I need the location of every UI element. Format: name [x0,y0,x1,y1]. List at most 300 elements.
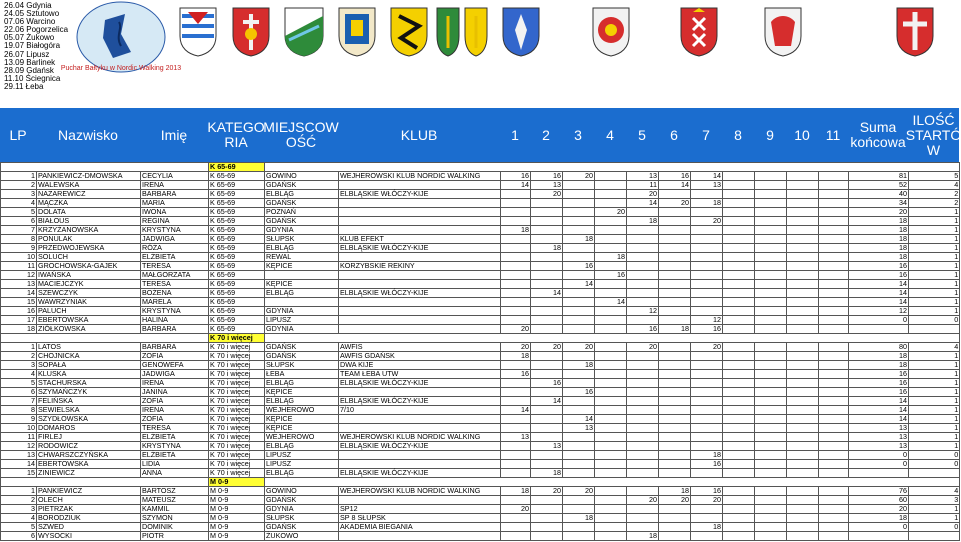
cell-ilosc: 1 [909,352,960,361]
cell-c8 [723,190,755,199]
cell-c1 [501,496,531,505]
cell-c7 [691,415,723,424]
cell-c8 [723,397,755,406]
cell-c6 [659,505,691,514]
cell-kategoria: M 0-9 [209,532,265,541]
cell-c2 [531,298,563,307]
cell-suma [849,532,909,541]
header-ilosc: ILOŚĆ STARTÓ W [905,111,961,158]
cell-c11 [819,271,849,280]
cell-imie: ELŻBIETA [141,433,209,442]
cell-lp: 1 [1,343,37,352]
cell-imie: KRYSTYNA [141,226,209,235]
cell-c7: 20 [691,496,723,505]
cell-suma: 18 [849,217,909,226]
cell-c4 [595,181,627,190]
cell-imie: KRYSTYNA [141,442,209,451]
table-row [1,424,960,433]
cell-lp: 8 [1,235,37,244]
cell-kategoria: M 0-9 [209,523,265,532]
cell-miejscowosc: ŻUKOWO [265,532,339,541]
cell-c2 [531,208,563,217]
cell-c11 [819,217,849,226]
cell-c8 [723,226,755,235]
cell-c7: 14 [691,172,723,181]
cell-c11 [819,451,849,460]
cell-klub: ELBLĄSKIE WŁÓCZY-KIJE [339,442,501,451]
cell-c7 [691,244,723,253]
cell-nazwisko: FIRLEJ [37,433,141,442]
cell-miejscowosc: ELBLĄG [265,190,339,199]
cell-nazwisko: OLECH [37,496,141,505]
cell-nazwisko: EBERTOWSKA [37,460,141,469]
cell-c3: 20 [563,172,595,181]
cell-lp: 8 [1,406,37,415]
event-schedule [4,2,68,91]
cell-c1: 20 [501,505,531,514]
cell-kategoria: K 65-69 [209,226,265,235]
cell-c6 [659,406,691,415]
cell-ilosc: 1 [909,370,960,379]
cell-c8 [723,244,755,253]
cell-c11 [819,415,849,424]
cell-c8 [723,316,755,325]
cell-lp: 1 [1,487,37,496]
cell-c4 [595,343,627,352]
cell-imie: BARTOSZ [141,487,209,496]
cell-ilosc: 1 [909,271,960,280]
cell-c4 [595,361,627,370]
cell-kategoria: M 0-9 [209,496,265,505]
cell-c7: 18 [691,451,723,460]
cell-miejscowosc: WEJHEROWO [265,406,339,415]
cell-c5 [627,271,659,280]
cell-c11 [819,505,849,514]
cell-imie: BARBARA [141,343,209,352]
cell-c11 [819,424,849,433]
table-row [1,460,960,469]
cell-c2 [531,280,563,289]
table-row [1,244,960,253]
cell-miejscowosc: GOWINO [265,172,339,181]
cell-c8 [723,361,755,370]
cell-miejscowosc: GDYNIA [265,226,339,235]
cell-c8 [723,280,755,289]
cell-c6 [659,217,691,226]
cell-c5 [627,289,659,298]
cell-ilosc: 1 [909,298,960,307]
cell-lp: 12 [1,442,37,451]
cell-c3 [563,244,595,253]
cell-ilosc: 1 [909,388,960,397]
cell-kategoria: K 70 i więcej [209,469,265,478]
cell-kategoria: K 65-69 [209,307,265,316]
cell-suma: 40 [849,190,909,199]
cell-ilosc: 1 [909,280,960,289]
cell-imie: REGINA [141,217,209,226]
header-col-10: 10 [794,126,810,143]
cell-lp: 2 [1,496,37,505]
cell-kategoria: K 70 i więcej [209,370,265,379]
cell-c6 [659,370,691,379]
cell-c9 [755,505,787,514]
cell-miejscowosc: ELBLĄG [265,397,339,406]
cell-klub: ELBLĄSKIE WŁÓCZY-KIJE [339,379,501,388]
cell-c1: 13 [501,433,531,442]
cell-imie: IWONA [141,208,209,217]
cell-imie: IRENA [141,406,209,415]
cell-kategoria: K 65-69 [209,280,265,289]
cell-c2 [531,496,563,505]
cell-kategoria: K 70 i więcej [209,379,265,388]
cell-c2 [531,361,563,370]
cell-c8 [723,370,755,379]
cell-c6 [659,514,691,523]
header-miejscowosc: MIEJSCOW OŚĆ [263,119,339,150]
cell-klub [339,226,501,235]
cell-c6 [659,208,691,217]
cell-c10 [787,298,819,307]
cell-c5 [627,523,659,532]
cell-c10 [787,217,819,226]
cell-c10 [787,235,819,244]
cell-suma: 0 [849,523,909,532]
cell-c5: 18 [627,532,659,541]
cell-c3 [563,460,595,469]
cell-c2 [531,217,563,226]
cell-imie: PIOTR [141,532,209,541]
cell-c6 [659,244,691,253]
cell-c1: 18 [501,352,531,361]
cell-c5 [627,397,659,406]
cell-c2 [531,307,563,316]
cell-miejscowosc: SŁUPSK [265,361,339,370]
table-row [1,262,960,271]
cell-miejscowosc: ELBLĄG [265,289,339,298]
cell-c2 [531,262,563,271]
cell-miejscowosc: ELBLĄG [265,244,339,253]
cell-miejscowosc: GDYNIA [265,505,339,514]
cell-klub: KORZYBSKIE REKINY [339,262,501,271]
cell-klub [339,298,501,307]
cell-imie: LIDIA [141,460,209,469]
cell-c2: 14 [531,289,563,298]
cell-c5: 16 [627,325,659,334]
cell-c5 [627,361,659,370]
cell-miejscowosc: ŁEBA [265,370,339,379]
cell-lp: 5 [1,379,37,388]
cell-c3 [563,370,595,379]
cell-c6 [659,262,691,271]
cell-c10 [787,424,819,433]
table-row [1,190,960,199]
cell-c3: 18 [563,235,595,244]
table-row [1,406,960,415]
cell-ilosc: 1 [909,424,960,433]
cell-suma: 60 [849,496,909,505]
cell-nazwisko: SOPAŁA [37,361,141,370]
cell-miejscowosc: GDYNIA [265,325,339,334]
table-row [1,217,960,226]
cell-ilosc: 2 [909,199,960,208]
cell-suma [849,469,909,478]
cell-c4 [595,379,627,388]
cell-c10 [787,514,819,523]
cell-miejscowosc: SŁUPSK [265,235,339,244]
schedule-item: 26.07 Lipusz [4,49,50,59]
cell-c8 [723,469,755,478]
cell-c3 [563,451,595,460]
cell-klub: TEAM ŁEBA UTW [339,370,501,379]
cell-kategoria: K 70 i więcej [209,415,265,424]
table-row [1,226,960,235]
cell-suma: 16 [849,379,909,388]
cell-klub [339,496,501,505]
cell-c11 [819,298,849,307]
results-table [0,162,960,541]
cell-c2 [531,523,563,532]
cell-ilosc [909,325,960,334]
gdansk-crest [679,6,719,58]
cell-c5 [627,451,659,460]
cell-c5 [627,415,659,424]
table-row [1,442,960,451]
cell-klub: SP 8 SŁUPSK [339,514,501,523]
cell-lp: 13 [1,280,37,289]
cell-c3 [563,397,595,406]
cell-lp: 6 [1,388,37,397]
cell-c6: 18 [659,487,691,496]
cell-c1 [501,244,531,253]
table-row [1,514,960,523]
cell-c3: 14 [563,280,595,289]
cell-c5: 18 [627,217,659,226]
cell-c3: 14 [563,415,595,424]
cell-c10 [787,415,819,424]
cell-c2 [531,532,563,541]
cell-c11 [819,397,849,406]
cell-kategoria: K 70 i więcej [209,397,265,406]
cell-c4 [595,424,627,433]
cell-kategoria: K 65-69 [209,262,265,271]
table-row [1,181,960,190]
cell-c8 [723,325,755,334]
cell-nazwisko: PANKIEWICZ-DMOWSKA [37,172,141,181]
table-row [1,271,960,280]
cell-c10 [787,289,819,298]
cell-c5 [627,226,659,235]
cell-kategoria: K 70 i więcej [209,361,265,370]
cell-c6 [659,271,691,280]
cell-ilosc: 1 [909,289,960,298]
cell-c3 [563,199,595,208]
cell-c6 [659,190,691,199]
cell-c4 [595,451,627,460]
cell-c4: 16 [595,271,627,280]
cell-c6 [659,397,691,406]
cell-ilosc: 2 [909,190,960,199]
cell-c6 [659,235,691,244]
cell-c2 [531,199,563,208]
cell-c2 [531,235,563,244]
cell-c11 [819,253,849,262]
cell-c3: 13 [563,424,595,433]
cell-c9 [755,433,787,442]
cell-imie: GENOWEFA [141,361,209,370]
cell-c7 [691,352,723,361]
cell-c9 [755,316,787,325]
cell-kategoria: K 65-69 [209,208,265,217]
cell-nazwisko: MACIEJCZYK [37,280,141,289]
cell-c10 [787,460,819,469]
cell-c9 [755,325,787,334]
cell-kategoria: K 65-69 [209,253,265,262]
cell-c11 [819,199,849,208]
cell-c5 [627,460,659,469]
header-col-1: 1 [511,126,519,143]
cell-c8 [723,388,755,397]
cell-imie: TERESA [141,262,209,271]
cell-c5 [627,442,659,451]
table-row [1,397,960,406]
cell-c7 [691,307,723,316]
cell-ilosc: 1 [909,208,960,217]
cell-lp: 11 [1,262,37,271]
cell-c1: 16 [501,370,531,379]
cell-c9 [755,451,787,460]
cell-c4 [595,532,627,541]
cell-c8 [723,451,755,460]
cell-c4 [595,442,627,451]
cell-klub: AWFIS [339,343,501,352]
cell-c2 [531,433,563,442]
cell-c1 [501,388,531,397]
cell-klub [339,325,501,334]
cell-c7 [691,190,723,199]
cell-c9 [755,352,787,361]
cell-c1 [501,397,531,406]
cell-lp: 6 [1,532,37,541]
cell-lp: 11 [1,433,37,442]
cell-suma: 0 [849,451,909,460]
cell-ilosc: 4 [909,181,960,190]
cell-c3: 20 [563,343,595,352]
cell-suma: 81 [849,172,909,181]
cell-c11 [819,379,849,388]
schedule-item: 11.10 Ściegnica [4,73,61,83]
cell-c6 [659,451,691,460]
cell-c3 [563,226,595,235]
cell-ilosc: 1 [909,307,960,316]
cell-suma: 14 [849,289,909,298]
cell-c6 [659,460,691,469]
cell-c3: 16 [563,388,595,397]
cell-lp: 14 [1,289,37,298]
cell-c8 [723,343,755,352]
cell-c10 [787,388,819,397]
cell-miejscowosc: GDAŃSK [265,217,339,226]
cell-imie: KRYSTYNA [141,307,209,316]
header-imie: Imię [160,126,188,143]
cell-c5: 20 [627,496,659,505]
cell-c10 [787,226,819,235]
cell-c5 [627,505,659,514]
cell-klub [339,415,501,424]
cell-c1 [501,307,531,316]
table-header [0,108,959,162]
cell-c10 [787,433,819,442]
cell-c11 [819,370,849,379]
table-row [1,352,960,361]
cell-c11 [819,280,849,289]
cell-suma: 13 [849,424,909,433]
cell-kategoria: K 70 i więcej [209,451,265,460]
cell-c7 [691,208,723,217]
cell-nazwisko: PALUCH [37,307,141,316]
cell-c4 [595,244,627,253]
cell-miejscowosc: LIPUSZ [265,460,339,469]
cell-imie: ELŻBIETA [141,253,209,262]
cell-c7 [691,406,723,415]
sciegnica-crest [763,6,803,58]
cell-suma [849,325,909,334]
cell-c1 [501,469,531,478]
header-kategoria: KATEGO RIA [207,119,265,150]
cell-ilosc: 0 [909,523,960,532]
cell-lp: 9 [1,415,37,424]
header-suma: Suma końcowa [850,119,906,150]
cell-c8 [723,379,755,388]
cell-miejscowosc [265,298,339,307]
cell-c6 [659,343,691,352]
cell-c9 [755,253,787,262]
cell-klub: 7/10 [339,406,501,415]
cell-imie: MAŁGORZATA [141,271,209,280]
cell-klub [339,271,501,280]
cell-c4: 20 [595,208,627,217]
cell-suma: 18 [849,361,909,370]
cell-c11 [819,406,849,415]
cell-kategoria: K 70 i więcej [209,352,265,361]
cell-klub: AWFIS GDAŃSK [339,352,501,361]
cell-c2 [531,424,563,433]
cell-c9 [755,181,787,190]
cell-c10 [787,505,819,514]
cell-c3 [563,325,595,334]
cell-c7: 18 [691,199,723,208]
cell-nazwisko: PIETRZAK [37,505,141,514]
cell-imie: ZOFIA [141,352,209,361]
section-spacer [1,334,209,343]
cell-c2: 14 [531,397,563,406]
cell-nazwisko: PRZEDWOJEWSKA [37,244,141,253]
cell-suma: 12 [849,307,909,316]
cell-klub [339,280,501,289]
section-spacer [1,163,209,172]
cell-kategoria: K 65-69 [209,181,265,190]
cell-suma: 16 [849,271,909,280]
cell-c7: 12 [691,316,723,325]
cell-c9 [755,496,787,505]
cell-klub [339,316,501,325]
cell-klub [339,181,501,190]
cell-lp: 3 [1,190,37,199]
bialogora-crest [433,6,491,58]
pogorzelica-crest [337,6,377,58]
cell-c3 [563,298,595,307]
cell-c5 [627,262,659,271]
section-spacer [265,163,960,172]
